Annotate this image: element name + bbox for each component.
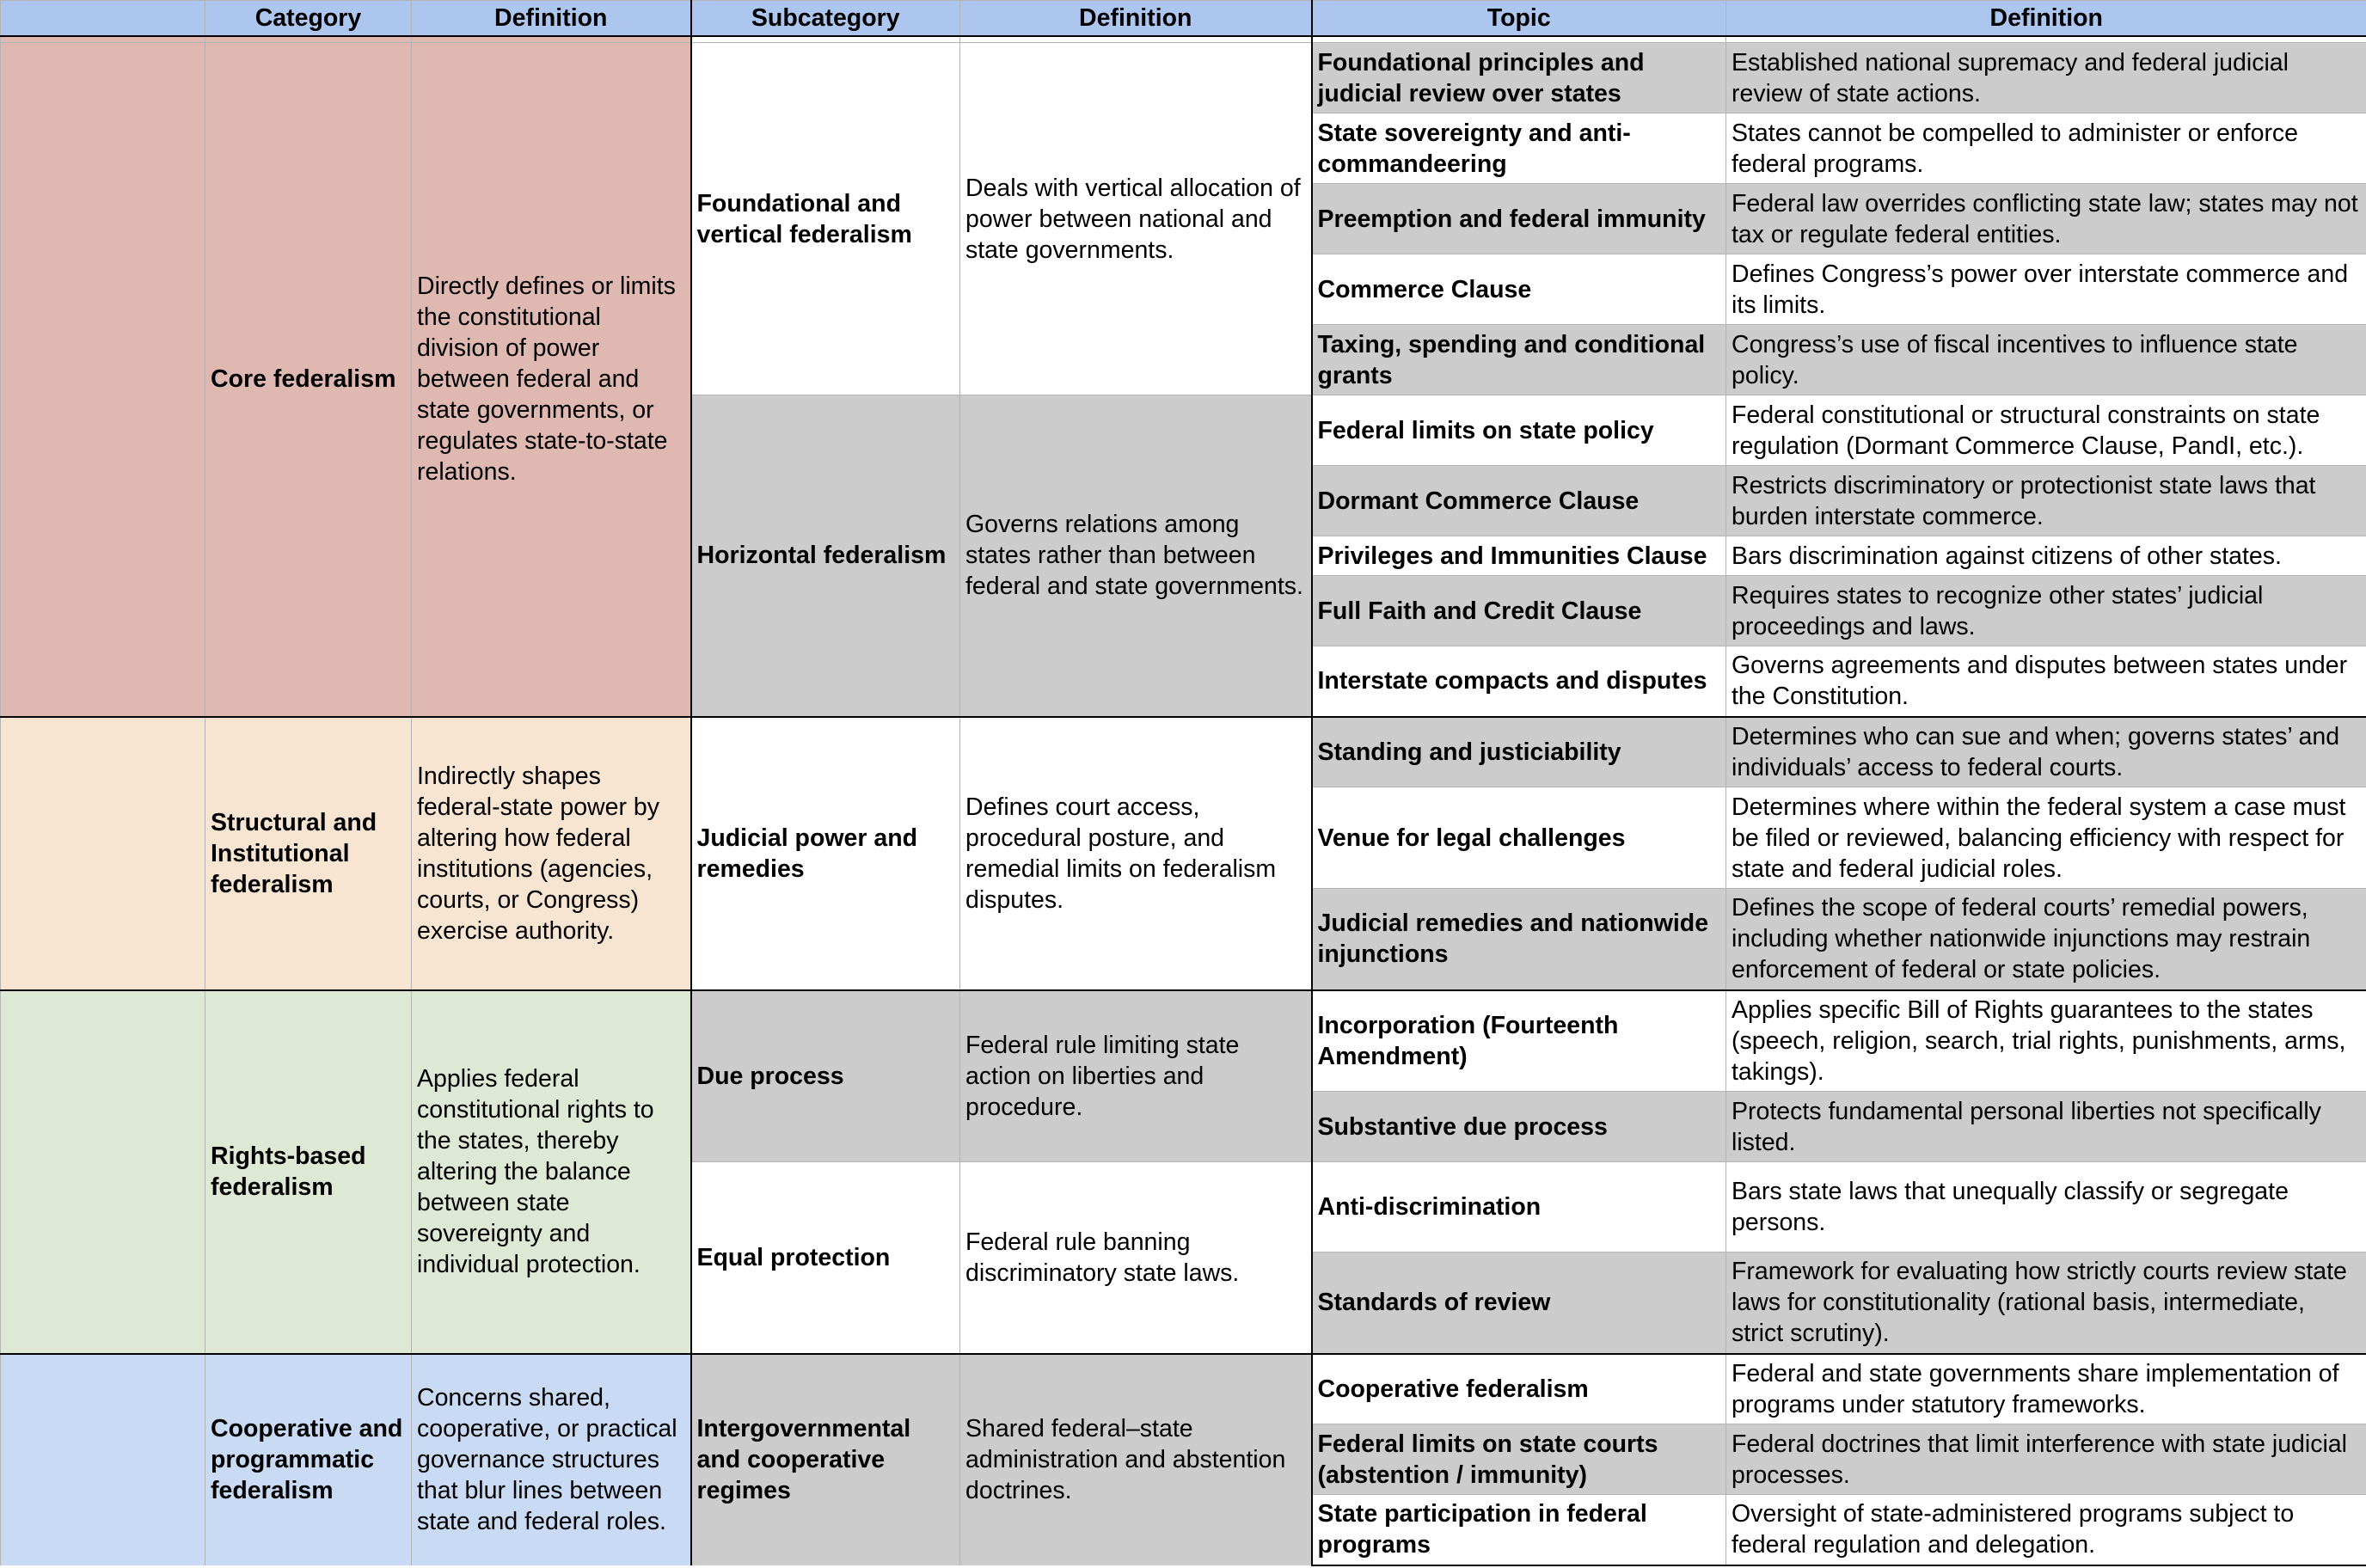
topic-name[interactable]: Taxing, spending and conditional grants xyxy=(1312,325,1726,395)
subcategory-name[interactable]: Equal protection xyxy=(691,1162,960,1354)
header-category-definition[interactable]: Definition xyxy=(412,1,691,37)
topic-name[interactable]: Federal limits on state courts (abstention / immunity) xyxy=(1312,1424,1726,1495)
topic-name[interactable]: State sovereignty and anti-commandeering xyxy=(1312,113,1726,184)
spacer-cell xyxy=(691,36,960,43)
table-row xyxy=(1,1354,2366,1424)
topic-definition[interactable]: Determines where within the federal system a case must be filed or reviewed, balancing efficiency with respect for state and federal judicial roles. xyxy=(1726,787,2366,889)
header-topic[interactable]: Topic xyxy=(1312,1,1726,37)
topic-name[interactable]: Cooperative federalism xyxy=(1312,1354,1726,1424)
spacer-cell xyxy=(1312,36,1726,43)
category-definition[interactable]: Directly defines or limits the constitutional division of power between federal and state governments, or regulates state-to-state relations. xyxy=(412,43,691,717)
topic-definition[interactable]: Applies specific Bill of Rights guarantees to the states (speech, religion, search, trial rights, punishments, arms, takings). xyxy=(1726,990,2366,1092)
topic-definition[interactable]: Congress’s use of fiscal incentives to influence state policy. xyxy=(1726,325,2366,395)
header-row xyxy=(1,1,2366,37)
subcategory-name[interactable]: Foundational and vertical federalism xyxy=(691,43,960,395)
topic-name[interactable]: Interstate compacts and disputes xyxy=(1312,646,1726,717)
table-row xyxy=(1,43,2366,113)
category-color-cell[interactable] xyxy=(1,717,205,990)
subcategory-definition[interactable]: Federal rule limiting state action on liberties and procedure. xyxy=(960,990,1312,1162)
topic-definition[interactable]: Protects fundamental personal liberties not specifically listed. xyxy=(1726,1092,2366,1162)
topic-name[interactable]: Judicial remedies and nationwide injunctions xyxy=(1312,889,1726,990)
topic-definition[interactable]: Federal law overrides conflicting state law; states may not tax or regulate federal entities. xyxy=(1726,184,2366,254)
topic-definition[interactable]: Framework for evaluating how strictly courts review state laws for constitutionality (rational basis, intermediate, strict scrutiny). xyxy=(1726,1253,2366,1354)
table-row xyxy=(1,990,2366,1092)
table-row xyxy=(1,717,2366,787)
subcategory-name[interactable]: Due process xyxy=(691,990,960,1162)
topic-definition[interactable]: Bars state laws that unequally classify or segregate persons. xyxy=(1726,1162,2366,1253)
spacer-row xyxy=(1,36,2366,43)
topic-definition[interactable]: Requires states to recognize other states’ judicial proceedings and laws. xyxy=(1726,576,2366,646)
topic-definition[interactable]: Restricts discriminatory or protectionist state laws that burden interstate commerce. xyxy=(1726,466,2366,536)
spacer-cell xyxy=(412,36,691,43)
topic-definition[interactable]: Federal and state governments share implementation of programs under statutory frameworks. xyxy=(1726,1354,2366,1424)
header-category[interactable]: Category xyxy=(205,1,412,37)
subcategory-definition[interactable]: Deals with vertical allocation of power between national and state governments. xyxy=(960,43,1312,395)
spacer-cell xyxy=(960,36,1312,43)
topic-name[interactable]: Foundational principles and judicial review over states xyxy=(1312,43,1726,113)
spacer-cell xyxy=(1,36,205,43)
topic-definition[interactable]: Federal doctrines that limit interference with state judicial processes. xyxy=(1726,1424,2366,1495)
topic-definition[interactable]: Established national supremacy and federal judicial review of state actions. xyxy=(1726,43,2366,113)
category-name[interactable]: Structural and Institutional federalism xyxy=(205,717,412,990)
topic-name[interactable]: Standing and justiciability xyxy=(1312,717,1726,787)
topic-name[interactable]: Federal limits on state policy xyxy=(1312,395,1726,466)
topic-definition[interactable]: Governs agreements and disputes between states under the Constitution. xyxy=(1726,646,2366,717)
subcategory-definition[interactable]: Shared federal–state administration and abstention doctrines. xyxy=(960,1354,1312,1565)
topic-name[interactable]: State participation in federal programs xyxy=(1312,1495,1726,1565)
category-color-cell[interactable] xyxy=(1,990,205,1354)
subcategory-name[interactable]: Horizontal federalism xyxy=(691,395,960,717)
topic-definition[interactable]: Bars discrimination against citizens of other states. xyxy=(1726,536,2366,576)
category-name[interactable]: Rights-based federalism xyxy=(205,990,412,1354)
header-topic-definition[interactable]: Definition xyxy=(1726,1,2366,37)
topic-name[interactable]: Substantive due process xyxy=(1312,1092,1726,1162)
category-name[interactable]: Cooperative and programmatic federalism xyxy=(205,1354,412,1565)
spacer-cell xyxy=(1726,36,2366,43)
topic-name[interactable]: Anti-discrimination xyxy=(1312,1162,1726,1253)
topic-name[interactable]: Standards of review xyxy=(1312,1253,1726,1354)
category-definition[interactable]: Applies federal constitutional rights to the states, thereby altering the balance between state sovereignty and individual protection. xyxy=(412,990,691,1354)
topic-definition[interactable]: Federal constitutional or structural constraints on state regulation (Dormant Commerce Clause, PandI, etc.). xyxy=(1726,395,2366,466)
header-subcategory[interactable]: Subcategory xyxy=(691,1,960,37)
category-definition[interactable]: Indirectly shapes federal-state power by altering how federal institutions (agencies, courts, or Congress) exercise authority. xyxy=(412,717,691,990)
subcategory-definition[interactable]: Governs relations among states rather than between federal and state governments. xyxy=(960,395,1312,717)
subcategory-definition[interactable]: Defines court access, procedural posture, and remedial limits on federalism disputes. xyxy=(960,717,1312,990)
header-blank[interactable] xyxy=(1,1,205,37)
category-definition[interactable]: Concerns shared, cooperative, or practical governance structures that blur lines between state and federal roles. xyxy=(412,1354,691,1565)
category-color-cell[interactable] xyxy=(1,1354,205,1565)
subcategory-name[interactable]: Judicial power and remedies xyxy=(691,717,960,990)
subcategory-name[interactable]: Intergovernmental and cooperative regimes xyxy=(691,1354,960,1565)
topic-name[interactable]: Commerce Clause xyxy=(1312,254,1726,325)
topic-definition[interactable]: Defines Congress’s power over interstate commerce and its limits. xyxy=(1726,254,2366,325)
topic-name[interactable]: Full Faith and Credit Clause xyxy=(1312,576,1726,646)
topic-definition[interactable]: Determines who can sue and when; governs states’ and individuals’ access to federal courts. xyxy=(1726,717,2366,787)
category-name[interactable]: Core federalism xyxy=(205,43,412,717)
topic-name[interactable]: Privileges and Immunities Clause xyxy=(1312,536,1726,576)
topic-definition[interactable]: Oversight of state-administered programs subject to federal regulation and delegation. xyxy=(1726,1495,2366,1565)
header-subcategory-definition[interactable]: Definition xyxy=(960,1,1312,37)
topic-name[interactable]: Venue for legal challenges xyxy=(1312,787,1726,889)
topic-name[interactable]: Preemption and federal immunity xyxy=(1312,184,1726,254)
subcategory-definition[interactable]: Federal rule banning discriminatory state laws. xyxy=(960,1162,1312,1354)
category-color-cell[interactable] xyxy=(1,43,205,717)
topic-name[interactable]: Incorporation (Fourteenth Amendment) xyxy=(1312,990,1726,1092)
topic-definition[interactable]: States cannot be compelled to administer or enforce federal programs. xyxy=(1726,113,2366,184)
topic-name[interactable]: Dormant Commerce Clause xyxy=(1312,466,1726,536)
spacer-cell xyxy=(205,36,412,43)
topic-definition[interactable]: Defines the scope of federal courts’ remedial powers, including whether nationwide injunctions may restrain enforcement of federal or state policies. xyxy=(1726,889,2366,990)
